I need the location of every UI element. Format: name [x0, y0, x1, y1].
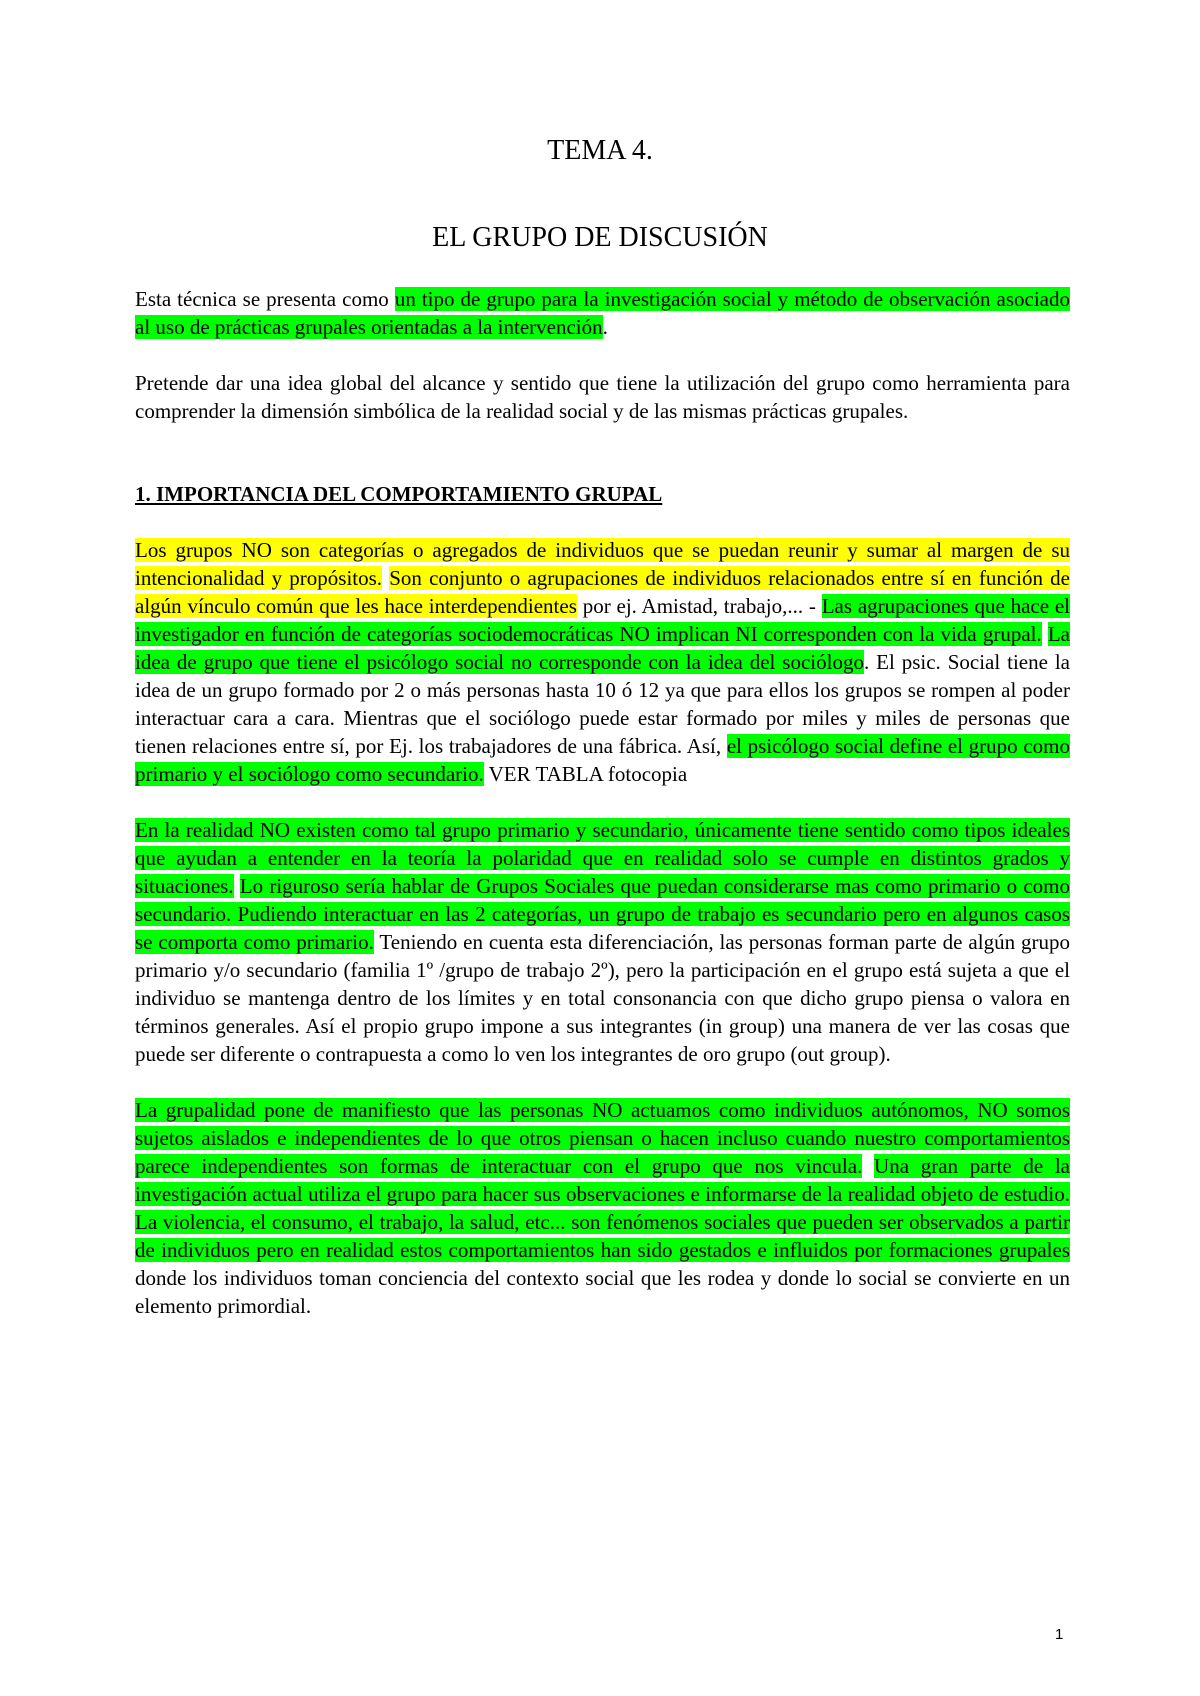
page-number: 1 [1055, 1626, 1064, 1643]
intro-highlight: un tipo de grupo para la investigación social y método de observación asociado al uso de prácticas grupales orientadas a la intervención [135, 287, 1070, 339]
sentence-5-plain: El psic. Social tiene la idea de un grupo formado por 2 o más personas hasta 10 ó 12 ya que para ellos los grupos se rompen al poder interactuar cara a cara. Mientras que el sociólogo puede estar formado por miles y miles de personas que tienen relaciones entre sí, por Ej. los trabajadores de una fábrica. Así, [135, 650, 1070, 758]
sentence-5-highlight: el psicólogo social define el grupo como primario y el sociólogo como secundario. [135, 734, 1071, 786]
sentence-1: Los grupos NO son categorías o agregados de individuos que se puedan reunir y sumar al margen de su intencionalidad y propósitos. [135, 538, 1070, 590]
paragraph-block-3 [135, 1096, 1070, 1320]
intro-paragraph-2: Pretende dar una idea global del alcance y sentido que tiene la utilización del grupo como herramienta para comprender la dimensión simbólica de la realidad social y de las mismas prácticas grupales. [135, 371, 1070, 423]
intro-text-plain: Esta técnica se presenta como [135, 287, 395, 311]
sentence-10-plain: donde los individuos toman conciencia del contexto social que les rodea y donde lo social se convierte en un elemento primordial. [135, 1266, 1070, 1318]
page-title: TEMA 4. [547, 135, 653, 166]
intro-text-end: . [602, 315, 608, 339]
intro-paragraph-1 [135, 285, 1070, 341]
sentence-6: En la realidad NO existen como tal grupo primario y secundario, únicamente tiene sentido como tipos ideales que ayudan a entender en la teoría la polaridad que en realidad solo se cumple en distintos grados y situaciones. [135, 818, 1070, 898]
sentence-2-highlight: Son conjunto o agrupaciones de individuos relacionados entre sí en función de algún vínculo común que les hace interdependientes [135, 566, 1070, 618]
section-1-body [135, 536, 1070, 1320]
sentence-3: Las agrupaciones que hace el investigador en función de categorías sociodemocráticas NO implican NI corresponden con la vida grupal. [135, 594, 1071, 646]
sentence-7: Lo riguroso sería hablar de Grupos Sociales que puedan considerarse mas como primario o como secundario. Pudiendo interactuar en las 2 categorías, un grupo de trabajo es secundario pero en algunos casos se comporta como primario. [135, 874, 1070, 954]
sentence-9: La grupalidad pone de manifiesto que las personas NO actuamos como individuos autónomos, NO somos sujetos aislados e independientes de lo que otros piensan o hacen incluso cuando nuestro comportamientos parece independientes son formas de interactuar con el grupo que nos vincula. [135, 1098, 1070, 1178]
intro-section [135, 285, 1070, 425]
section-heading: 1. IMPORTANCIA DEL COMPORTAMIENTO GRUPAL [135, 482, 663, 506]
sentence-2-plain: por ej. Amistad, trabajo,... - [576, 594, 816, 618]
paragraph-block-2 [135, 816, 1070, 1068]
paragraph-block-1 [135, 536, 1070, 788]
sentence-4: La idea de grupo que tiene el psicólogo social no corresponde con la idea del sociólogo [135, 622, 1070, 674]
sentence-8: Teniendo en cuenta esta diferenciación, las personas forman parte de algún grupo primario y/o secundario (familia 1º /grupo de trabajo 2º), pero la participación en el grupo está sujeta a que el individuo se mantenga dentro de los límites y en total consonancia con que dicho grupo piensa o valora en términos generales. Así el propio grupo impone a sus integrantes (in group) una manera de ver las cosas que puede ser diferente o contrapuesta a como lo ven los integrantes de oro grupo (out group). [135, 930, 1071, 1066]
sentence-4-end: . [863, 650, 870, 674]
sentence-10-highlight: Una gran parte de la investigación actual utiliza el grupo para hacer sus observaciones e informarse de la realidad objeto de estudio. La violencia, el consumo, el trabajo, la salud, etc... son fenómenos sociales que pueden ser observados a partir de individuos pero en realidad estos comportamientos han sido gestados e influidos por formaciones grupales [135, 1154, 1071, 1262]
sentence-5-note: VER TABLA fotocopia [483, 762, 688, 786]
page-subtitle: EL GRUPO DE DISCUSIÓN [432, 222, 768, 253]
